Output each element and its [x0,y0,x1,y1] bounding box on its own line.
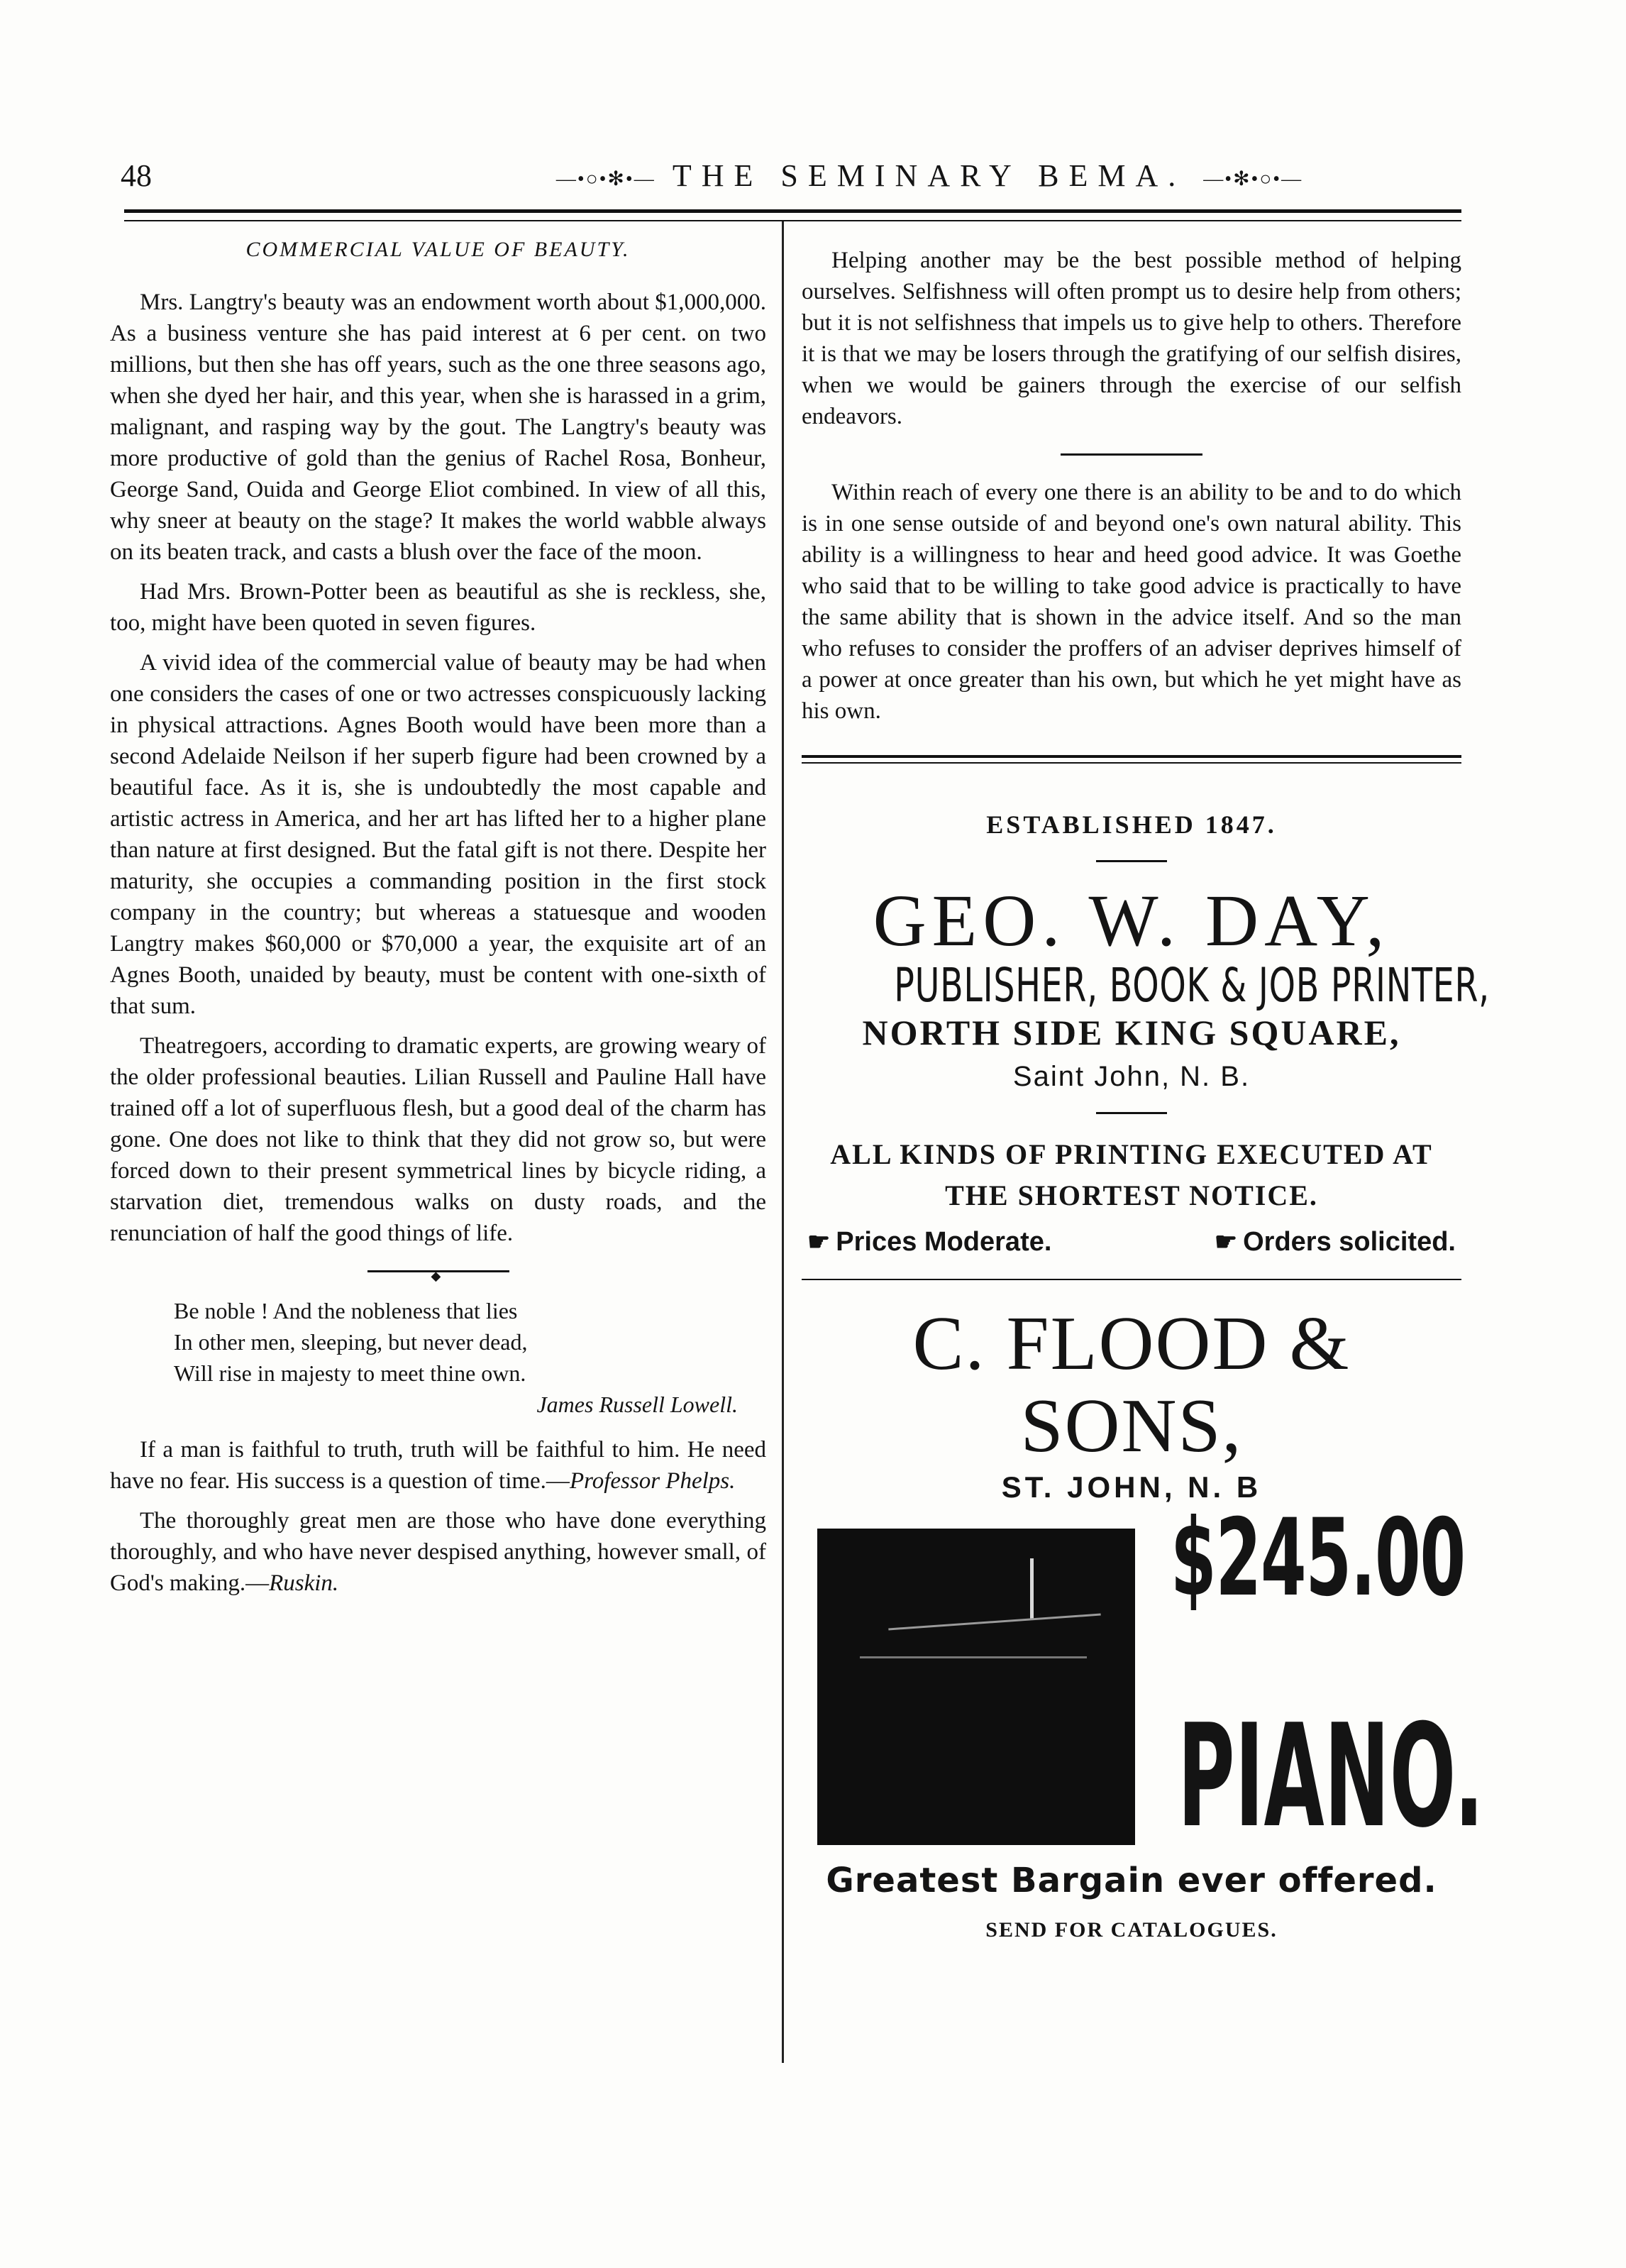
ad-price: $245.00 [1171,1497,1465,1620]
article-title: COMMERCIAL VALUE OF BEAUTY. [245,238,631,261]
article-paragraph: Mrs. Langtry's beauty was an endowment worth about $1,000,000. As a business venture she has paid interest at 6 per cent. on two millions, but then she has off years, such as the one three seasons ago, when she dyed her hair, and this year, when she is harassed in a grim, malignant, and rasping way by the gout. The Langtry's beauty was more productive of gold than the genius of Rachel Rosa, Bonheur, George Sand, Ouida and George Eliot combined. In view of all this, why sneer at beauty on the stage? It makes the world wabble always on its beaten track, and casts a blush over the face of the moon. [110,290,767,565]
ad-flood-sons [802,1301,1484,1946]
section-separator [367,1270,509,1272]
ad-orders-label: Orders solicited. [1243,1227,1456,1257]
article-paragraph: Had Mrs. Brown-Potter been as beautiful as she is reckless, she, too, might have been quoted in seven figures. [110,579,766,636]
left-column [110,234,766,1607]
ad-product: PIANO. [1178,1694,1484,1859]
article-paragraph: Theatregoers, according to dramatic experts, are growing weary of the older professional beauties. Lilian Russell and Pauline Hall have trained off a lot of superfluous flesh, but a good deal of the charm has gone. One does not like to think that they did not grow so, but were forced down to their present symmetrical lines by bicycle riding, a starvation diet, tremendous walks on dusty roads, and the renunciation of half the good things of life. [110,1033,766,1246]
ad-prices [807,1226,1051,1257]
pointing-hand-icon: ☛ [1214,1227,1238,1256]
quote-phelps [110,1434,766,1497]
ornament-right-icon: —•✻•○•— [1203,167,1303,190]
ad-trade: PUBLISHER, BOOK & JOB PRINTER, [894,958,1490,1013]
quote-text: The thoroughly great men are those who have done everything thoroughly, and who have never despised anything, however small, of God's making.— [110,1508,766,1596]
poem [174,1295,766,1420]
ad-rule [1096,860,1167,862]
essay-paragraph: Helping another may be the best possible method of helping ourselves. Selfishness will often prompt us to desire help from others; but it is not selfishness that impels us to give help to others. Therefore it is that we may be losers through the gratifying of our selfish disires, when we would be gainers through the exercise of our selfish endeavors. [802,248,1461,429]
masthead [490,158,1369,194]
quote-author: Professor Phelps. [569,1468,736,1494]
page-number: 48 [121,158,152,193]
ad-city: ST. JOHN, N. B [1001,1470,1262,1504]
header-rule [124,209,1461,221]
ad-rule [1096,1112,1167,1114]
ad-tagline-line: THE SHORTEST NOTICE. [945,1179,1318,1211]
ad-piano-offer [802,1497,1484,1862]
ad-slogan: Greatest Bargain ever offered. [826,1861,1437,1900]
quote-author: Ruskin. [269,1570,339,1596]
ad-prices-label: Prices Moderate. [836,1227,1052,1257]
article-paragraph: A vivid idea of the commercial value of beauty may be had when one considers the cases of one or two actresses conspicuously lacking in physical attractions. Agnes Booth would have been more than a second Adelaide Neilson if her superb figure had been crowned by a beautiful face. As it is, she is undoubtedly the most capable and artistic actress in America, and her art has lifted her to a higher plane than nature at first designed. But the fatal gift is not there. Despite her maturity, she occupies a commanding position in the first stock company in the country; but whereas a statuesque and wooden Langtry makes $60,000 or $70,000 a year, the exquisite art of an Agnes Booth, unaided by beauty, must be content with one-sixth of that sum. [110,650,766,1019]
masthead-title: THE SEMINARY BEMA. [672,158,1186,193]
column-divider [782,221,784,2063]
piano-illustration [817,1529,1135,1845]
ad-address: NORTH SIDE KING SQUARE, [862,1013,1401,1052]
ad-company-name: C. FLOOD & SONS, [912,1301,1351,1468]
right-column [802,245,1490,1946]
ad-cta: SEND FOR CATALOGUES. [985,1918,1278,1942]
poem-line: Be noble ! And the nobleness that lies [174,1298,518,1323]
ad-terms [802,1226,1461,1257]
ad-company-name: GEO. W. DAY, [873,880,1390,962]
poem-line: In other men, sleeping, but never dead, [174,1329,528,1355]
quote-text: If a man is faithful to truth, truth will be faithful to him. He need have no fear. His success is a question of time.— [110,1437,766,1494]
ad-established: ESTABLISHED 1847. [986,810,1277,839]
section-separator [1061,453,1202,456]
quote-ruskin [110,1505,766,1599]
ad-tagline [802,1134,1461,1216]
essay-paragraph: Within reach of every one there is an ability to be and to do which is in one sense outside of and beyond one's own natural ability. This ability is a willingness to hear and heed good advice. It was Goethe who said that to be willing to take good advice is practically to have the same ability that is shown in the advice itself. And so the man who refuses to consider the proffers of an adviser deprives himself of a power at once greater than his own, but which he yet might have as his own. [802,480,1461,724]
ads-rule [802,755,1461,764]
page-header [121,158,1461,207]
ad-orders [1215,1226,1456,1257]
ad-tagline-line: ALL KINDS OF PRINTING EXECUTED AT [830,1138,1433,1170]
ad-geo-w-day [802,809,1490,1257]
poem-attribution: James Russell Lowell. [536,1392,738,1417]
pointing-hand-icon: ☛ [807,1227,831,1256]
poem-line: Will rise in majesty to meet thine own. [174,1360,526,1386]
ads-rule [802,1279,1461,1280]
ornament-left-icon: —•○•✻•— [555,167,656,190]
ad-city: Saint John, N. B. [1012,1061,1251,1092]
